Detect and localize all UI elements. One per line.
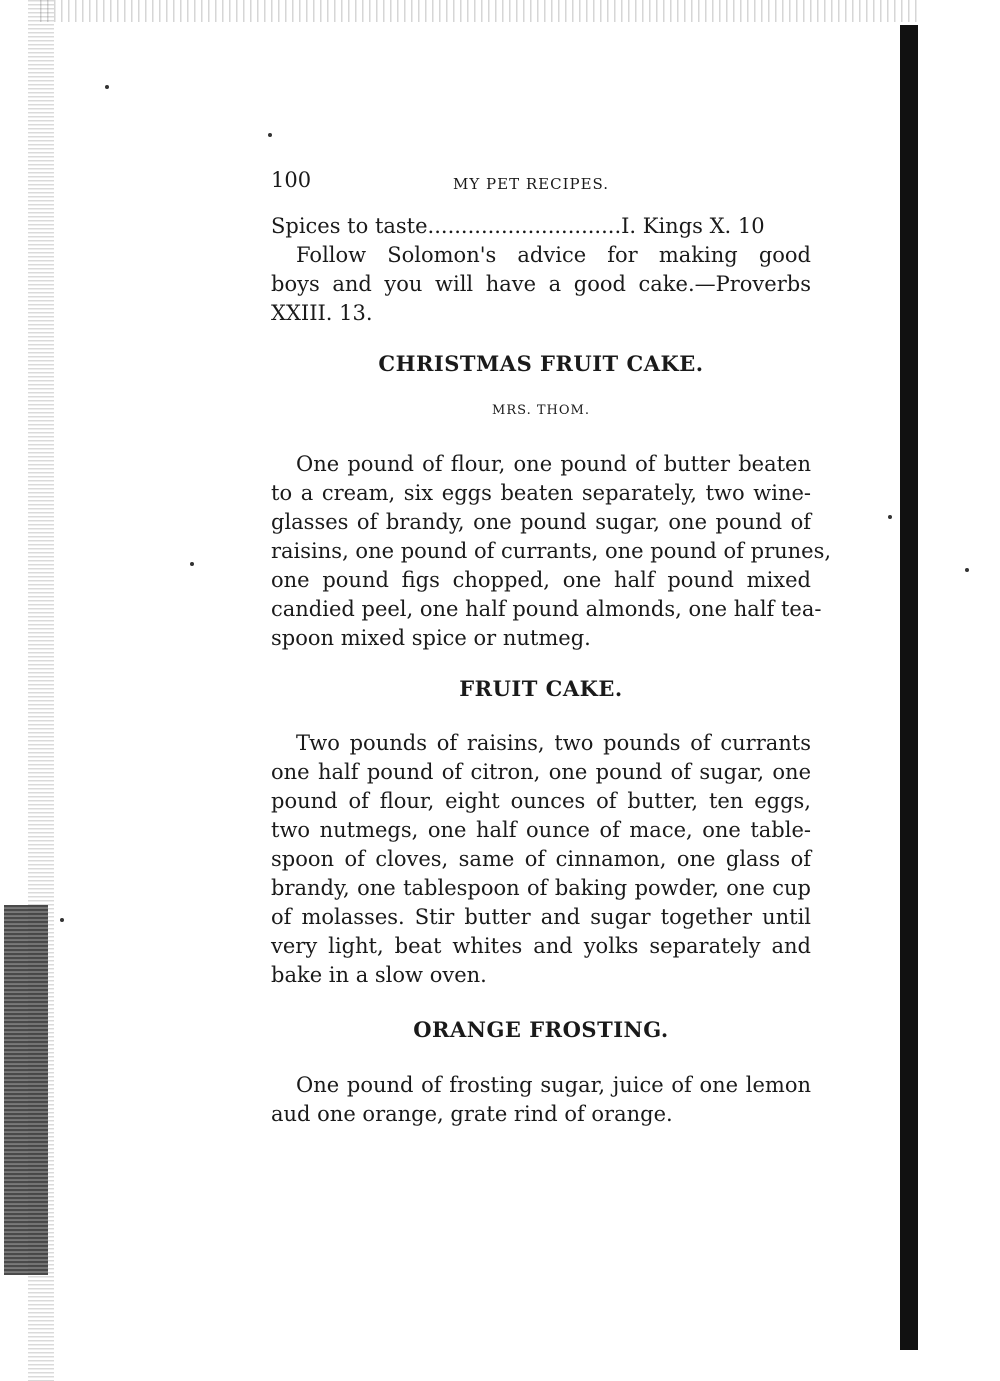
scan-left-block: [4, 905, 48, 1275]
intro-section: [271, 212, 811, 328]
recipe-line: bake in a slow oven.: [271, 963, 487, 987]
recipe-line: spoon of cloves, same of cinnamon, one glass of: [271, 847, 811, 871]
recipe-line: raisins, one pound of currants, one pound of prunes,: [271, 539, 832, 563]
recipe-line: one half pound of citron, one pound of sugar, one: [271, 760, 811, 784]
scan-speck: [105, 85, 109, 89]
christmas-fruit-cake-title: CHRISTMAS FRUIT CAKE.: [378, 351, 704, 376]
recipe-line: candied peel, one half pound almonds, one half tea-: [271, 597, 822, 621]
recipe-line: one pound figs chopped, one half pound mixed: [271, 568, 811, 592]
recipe-line: glasses of brandy, one pound sugar, one pound of: [271, 510, 811, 534]
advice-line: Follow Solomon's advice for making good: [296, 243, 811, 267]
recipe-author: MRS. THOM.: [492, 403, 590, 418]
book-page: [271, 160, 832, 1129]
running-title: MY PET RECIPES.: [453, 175, 610, 193]
recipe-line: very light, beat whites and yolks separately and: [271, 934, 811, 958]
scan-speck: [888, 515, 892, 519]
scan-speck: [60, 918, 64, 922]
scan-top-speckle: [40, 0, 920, 22]
recipe-line: Two pounds of raisins, two pounds of currants: [296, 731, 811, 755]
fruit-cake-title: FRUIT CAKE.: [459, 676, 623, 701]
scan-right-bar: [900, 25, 918, 1350]
scan-speck: [965, 568, 969, 572]
advice-line: boys and you will have a good cake.—Proverbs: [271, 272, 811, 296]
recipe-line: One pound of frosting sugar, juice of one lemon: [296, 1073, 811, 1097]
orange-frosting-title: ORANGE FROSTING.: [413, 1017, 669, 1042]
fruit-cake-recipe: [271, 729, 811, 990]
recipe-line: spoon mixed spice or nutmeg.: [271, 626, 591, 650]
running-head: [271, 160, 811, 196]
scan-speck: [190, 562, 194, 566]
advice-line: XXIII. 13.: [271, 301, 373, 325]
christmas-fruit-cake-recipe: [271, 450, 832, 653]
recipe-line: to a cream, six eggs beaten separately, two wine-: [271, 481, 811, 505]
recipe-line: of molasses. Stir butter and sugar together until: [271, 905, 811, 929]
orange-frosting-recipe: [271, 1071, 811, 1129]
recipe-line: aud one orange, grate rind of orange.: [271, 1102, 673, 1126]
page-number: 100: [271, 168, 312, 192]
recipe-line: brandy, one tablespoon of baking powder, one cup: [271, 876, 811, 900]
scan-speck: [268, 133, 272, 137]
spices-line: Spices to taste.............................I. Kings X. 10: [271, 214, 765, 238]
recipe-line: pound of flour, eight ounces of butter, ten eggs,: [271, 789, 811, 813]
recipe-line: two nutmegs, one half ounce of mace, one table-: [271, 818, 811, 842]
recipe-line: One pound of flour, one pound of butter beaten: [296, 452, 811, 476]
